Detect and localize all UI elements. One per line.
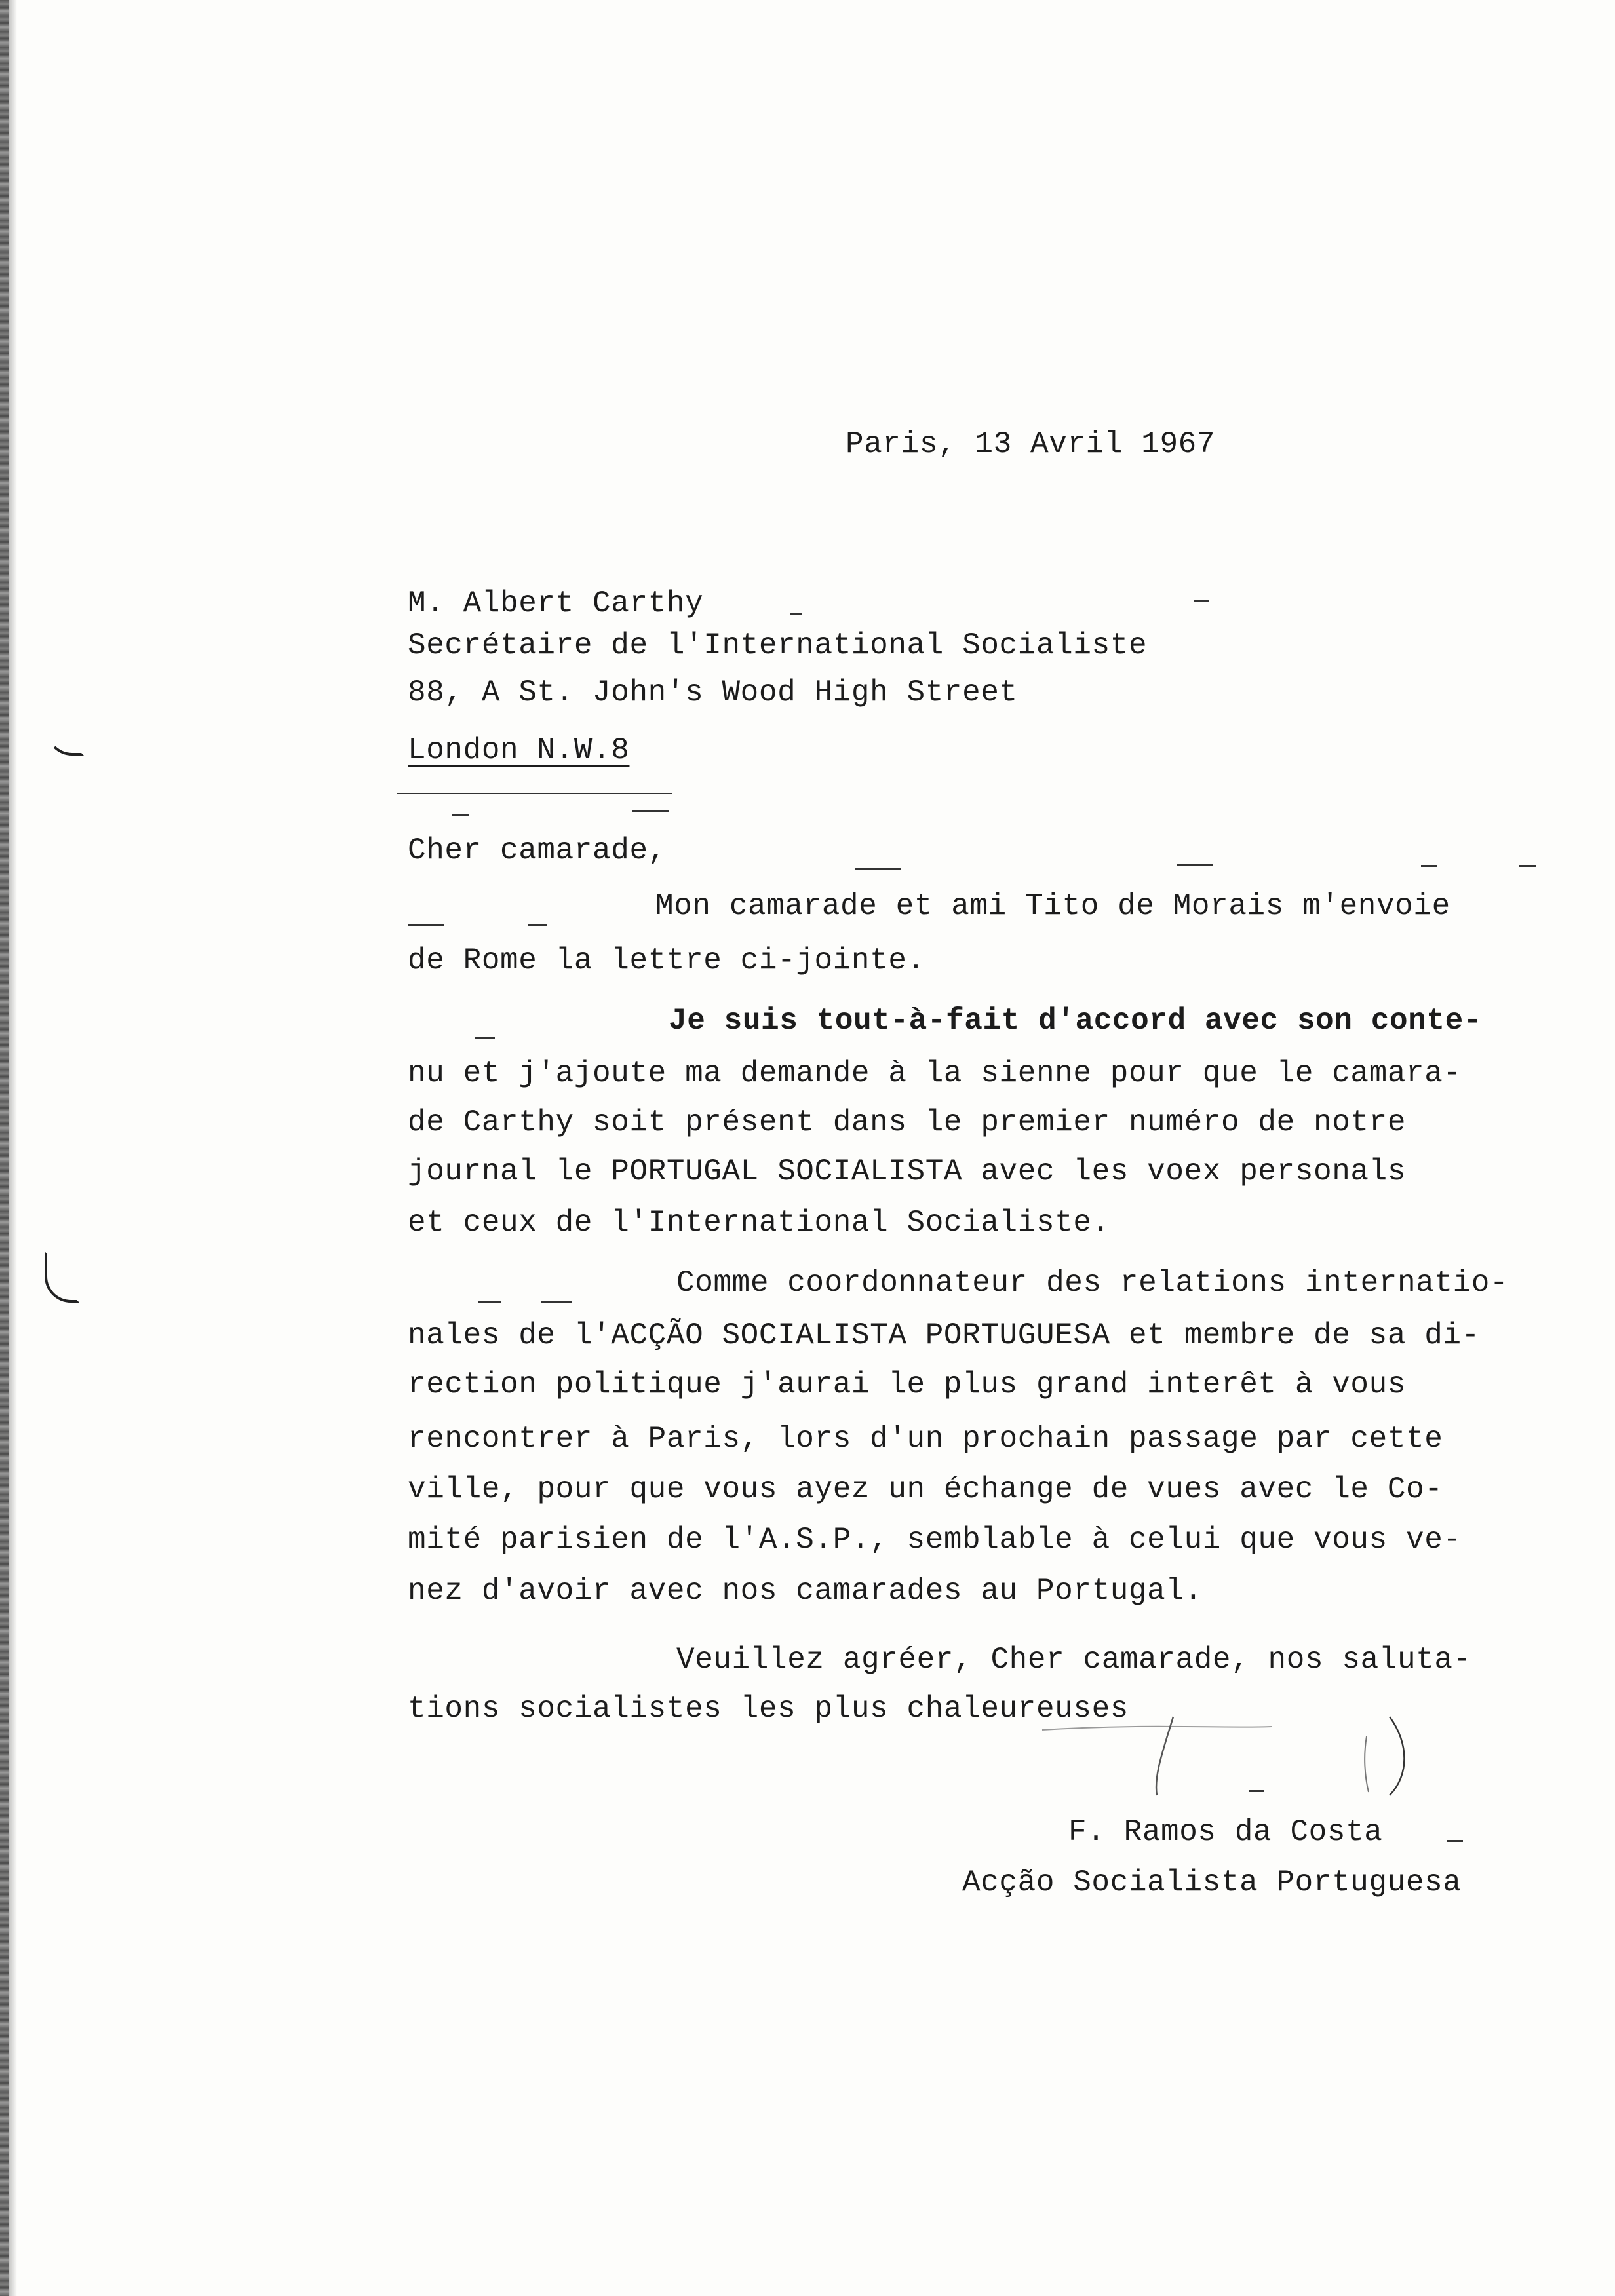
scan-edge-shadow <box>9 0 17 2296</box>
scan-edge <box>0 0 9 2296</box>
paragraph-2-line-3: de Carthy soit présent dans le premier numéro de notre <box>408 1105 1407 1139</box>
paragraph-1-line-2: de Rome la lettre ci-jointe. <box>408 944 925 978</box>
handwritten-mark <box>1022 1697 1442 1802</box>
recipient-street: 88, A St. John's Wood High Street <box>408 676 1018 710</box>
paragraph-2-line-1: Je suis tout-à-fait d'accord avec son conte- <box>669 1004 1482 1038</box>
signature-organization: Acção Socialista Portuguesa <box>962 1866 1462 1900</box>
recipient-name: M. Albert Carthy <box>408 586 704 621</box>
typewriter-dash <box>475 1037 495 1039</box>
paragraph-3-line-3: rection politique j'aurai le plus grand interêt à vous <box>408 1368 1407 1402</box>
typewriter-dash <box>632 810 669 812</box>
paragraph-4-line-1: Veuillez agréer, Cher camarade, nos saluta- <box>676 1643 1471 1677</box>
punch-hole-mark <box>45 1252 79 1303</box>
punch-hole-mark <box>46 711 84 756</box>
typewriter-dash <box>1421 865 1437 867</box>
paragraph-2-line-2: nu et j'ajoute ma demande à la sienne pour que le camara- <box>408 1056 1462 1090</box>
paragraph-3-line-7: nez d'avoir avec nos camarades au Portugal. <box>408 1574 1203 1608</box>
letter-date: Paris, 13 Avril 1967 <box>846 427 1216 461</box>
typewriter-dash <box>528 924 547 926</box>
typewriter-dash <box>1249 1790 1264 1792</box>
paragraph-3-line-2: nales de l'ACÇÃO SOCIALISTA PORTUGUESA et membre de sa di- <box>408 1318 1480 1352</box>
paragraph-3-line-5: ville, pour que vous ayez un échange de vues avec le Co- <box>408 1472 1443 1506</box>
salutation: Cher camarade, <box>408 833 667 868</box>
paragraph-4-line-2: tions socialistes les plus chaleureuses <box>408 1692 1129 1726</box>
paragraph-2-line-5: et ceux de l'International Socialiste. <box>408 1206 1110 1240</box>
paragraph-2-line-4: journal le PORTUGAL SOCIALISTA avec les voex personals <box>408 1155 1407 1189</box>
typewriter-dash <box>452 814 469 816</box>
typewriter-dash <box>1447 1840 1463 1842</box>
recipient-title: Secrétaire de l'International Socialiste <box>408 628 1148 662</box>
typewriter-dash <box>855 868 901 870</box>
paragraph-3-line-4: rencontrer à Paris, lors d'un prochain passage par cette <box>408 1422 1443 1456</box>
paragraph-3-line-1: Comme coordonnateur des relations internatio- <box>676 1266 1509 1300</box>
typewriter-dash <box>1519 865 1536 867</box>
typewriter-dash <box>1177 864 1213 866</box>
paragraph-1-line-1: Mon camarade et ami Tito de Morais m'envoie <box>655 889 1450 923</box>
signature-name: F. Ramos da Costa <box>1068 1815 1383 1849</box>
paragraph-3-line-6: mité parisien de l'A.S.P., semblable à celui que vous ve- <box>408 1523 1462 1557</box>
typewriter-dash <box>541 1301 572 1303</box>
typewriter-dash <box>397 793 672 794</box>
typewriter-dash <box>478 1301 501 1303</box>
typewriter-dash <box>408 924 444 926</box>
typewriter-dash <box>1194 600 1209 602</box>
typewriter-dash <box>790 613 802 615</box>
recipient-city: London N.W.8 <box>408 733 630 767</box>
